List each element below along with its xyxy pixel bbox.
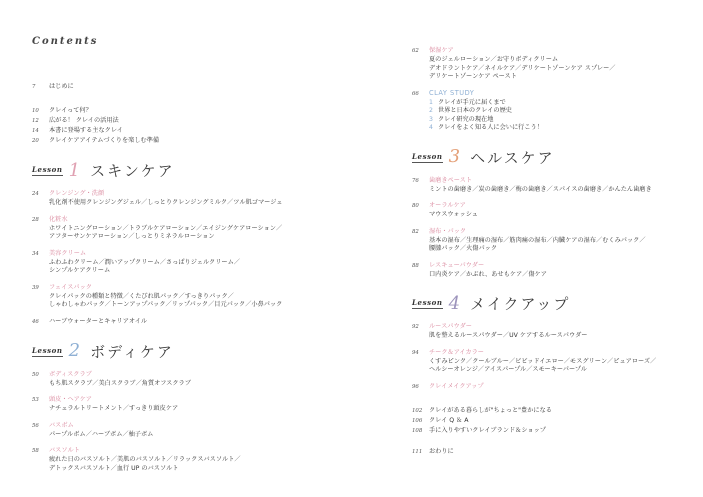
section-title: 保湿ケア [429,47,454,54]
page-number: 94 [412,349,419,356]
lesson-number: 1 [68,159,81,181]
section-heading[interactable] [412,348,692,358]
section-items: クレイパックの種類と特徴／くたびれ肌パック／すっきりパック／ [49,292,234,300]
clay-study-item[interactable] [412,107,692,116]
page-number: 12 [32,118,39,124]
page-number: 20 [32,138,39,144]
section-heading[interactable] [32,395,350,405]
lesson-title: ヘルスケア [470,148,555,167]
page-number: 80 [412,203,419,209]
section-title: クレンジング・洗顔 [49,190,105,197]
lesson-label: Lesson [412,298,443,307]
section-heading[interactable] [412,227,692,237]
page-number: 62 [412,48,419,54]
toc-entry[interactable] [32,136,350,146]
section-items: 口内炎ケア／かぶれ、あせもケア／傷ケア [429,270,547,278]
section-heading[interactable] [32,215,350,225]
item-text: クレイ研究の現在地 [438,115,494,123]
page-number: 7 [32,84,36,90]
entry-title: クレイ Q ＆ A [429,416,469,424]
section-title: 湿布・パック [429,227,467,235]
page-number: 106 [412,417,423,424]
page-number: 108 [412,427,423,434]
page-number: 14 [32,128,39,134]
section-title: 美容クリーム [49,249,87,257]
section-title: フェイスパック [49,283,92,291]
clay-study-item[interactable] [412,99,692,108]
entry-title: おわりに [429,447,454,455]
contents-left-column [32,82,350,473]
item-number: 3 [429,115,433,123]
item-text: クレイをよく知る人に会いに行こう！ [438,124,543,131]
section-items: ナチュラルトリートメント／すっきり頭皮ケア [49,405,179,412]
section-title: 歯磨きペースト [429,176,473,184]
section-heading[interactable] [412,261,692,271]
section-items: しゃわしゃわパック／トーンアップパック／リップパック／目元パック／小鼻パック [49,301,283,308]
lesson-2-header [32,341,350,362]
page-number: 92 [412,324,419,330]
clay-study-heading[interactable] [412,89,692,99]
toc-entry[interactable] [412,416,692,426]
section-items: デトックスバスソルト／血行 UP のバスソルト [49,464,179,472]
lesson-label: Lesson [412,151,443,161]
section-heading[interactable] [412,322,692,332]
section-items: シンプルケアクリーム [49,267,111,274]
section-title: バスソルト [49,447,80,454]
clay-study-item[interactable] [412,116,692,125]
lesson-number: 3 [448,146,461,167]
page-number: 111 [412,448,423,455]
lesson-title: スキンケア [90,162,175,180]
page-number: 24 [32,191,39,197]
section-items: ミントの歯磨き／炭の歯磨き／梅の歯磨き／スパイスの歯磨き／かんたん歯磨き [429,185,652,193]
section-items: 疲れた日のバスソルト／美肌のバスソルト／リラックスバスソルト／ [49,456,241,463]
page-number: 66 [412,90,419,97]
lesson-4-header [412,293,692,314]
page-number: 56 [32,422,39,429]
entry-title: クレイケアアイテムづくりを楽しむ準備 [49,137,160,144]
entry-title: クレイメイクアップ [429,382,484,390]
section-items: 基本の湿布／生理痛の湿布／筋肉痛の湿布／内臓ケアの湿布／むくみパック／ [429,236,646,244]
section-title: ルースパウダー [429,323,472,330]
entry-title: ハーブウォーターとキャリアオイル [49,317,148,325]
page-number: 102 [412,407,423,414]
section-items: デオドラントケア／ネイルケア／デリケートゾーンケア スプレー／ [429,64,616,72]
section-items: 肌を整えるルースパウダー／UV ケアするルースパウダー [429,332,588,339]
section-heading[interactable] [32,189,350,199]
toc-entry[interactable] [32,317,350,327]
entry-title: 広がる！ クレイの活用法 [49,117,119,124]
section-items: くすみピンク／クールブルー／ビビッドイエロー／モスグリーン／ピュアローズ／ [429,357,657,365]
entry-title: 手に入りやすいクレイブランド＆ショップ [429,426,546,434]
section-heading[interactable] [32,283,350,293]
section-heading[interactable] [412,201,692,211]
clay-study-title: CLAY STUDY [429,88,475,97]
section-title: オーラルケア [429,202,466,209]
lesson-title: ボディケア [90,342,174,361]
item-number: 2 [429,107,433,114]
page-number: 46 [32,318,39,325]
section-items: ホワイトニングローション／トラブルケアローション／エイジングケアローション／ [49,224,283,232]
lesson-1-header [32,160,350,181]
section-items: パープルボム／ハーブボム／柚子ボム [49,430,154,438]
page-number: 76 [412,177,419,184]
section-items: ヘルシーオレンジ／アイスパープル／スモーキーパープル [429,366,587,373]
toc-entry[interactable] [32,126,350,136]
toc-entry[interactable] [32,116,350,126]
page-title: Contents [32,36,99,47]
section-title: 化粧水 [49,215,68,223]
lesson-number: 2 [68,340,81,361]
section-heading[interactable] [32,446,350,456]
section-title: チーク＆アイカラー [429,348,484,356]
toc-entry[interactable] [412,382,692,392]
page-number: 28 [32,216,39,223]
section-items: ふわふわクリーム／潤いアップクリーム／さっぱりジェルクリーム／ [49,258,240,266]
item-number: 1 [429,98,433,106]
page-number: 39 [32,284,39,291]
page-number: 82 [412,228,419,235]
page-number: 10 [32,108,39,114]
toc-entry[interactable] [412,406,692,416]
section-title: バスボム [49,421,74,429]
entry-title: はじめに [49,83,74,90]
section-heading[interactable] [32,370,350,380]
section-title: 頭皮・ヘアケア [49,396,92,403]
section-items: もち肌スクラブ／美白スクラブ／角質オフスクラブ [49,379,191,387]
section-items: アフターサンケアローション／しっとりミネラルローション [49,233,215,240]
lesson-title: メイクアップ [470,295,571,313]
section-items: マウスウォッシュ [429,211,478,218]
section-heading[interactable] [412,176,692,186]
entry-title: 本書に登場する主なクレイ [49,127,123,134]
toc-entry[interactable] [412,447,692,457]
lesson-label: Lesson [32,345,63,355]
section-heading[interactable] [32,249,350,259]
page-number: 50 [32,371,39,378]
entry-title: クレイがある暮らしが"ちょっと"豊かになる [429,406,552,414]
section-items: 夏のジェルローション／お守りボディクリーム [429,56,559,63]
page-number: 58 [32,448,39,454]
section-heading[interactable] [412,46,692,56]
toc-entry[interactable] [412,426,692,436]
section-items: デリケートゾーンケア ペースト [429,73,517,80]
page-number: 53 [32,397,39,403]
contents-right-column [412,46,692,457]
section-title: ボディスクラブ [49,370,92,378]
section-items: 腰膝パック／火傷パック [429,245,498,252]
lesson-3-header [412,147,692,168]
item-text: 世界と日本のクレイの歴史 [438,107,512,114]
toc-entry[interactable] [32,82,350,92]
page-number: 96 [412,383,419,390]
item-text: クレイが手元に届くまで [438,98,506,106]
lesson-number: 4 [448,292,461,314]
lesson-label: Lesson [32,165,63,174]
clay-study-item[interactable] [412,124,692,133]
page-number: 34 [32,250,39,257]
page-number: 88 [412,262,419,269]
section-heading[interactable] [32,421,350,431]
item-number: 4 [429,124,433,131]
section-title: レスキューパウダー [429,261,485,269]
section-items: 乳化剤不使用クレンジングジェル／しっとりクレンジングミルク／ツル肌ゴマージュ [49,199,283,206]
entry-title: クレイって何？ [49,107,92,114]
toc-entry[interactable] [32,106,350,116]
